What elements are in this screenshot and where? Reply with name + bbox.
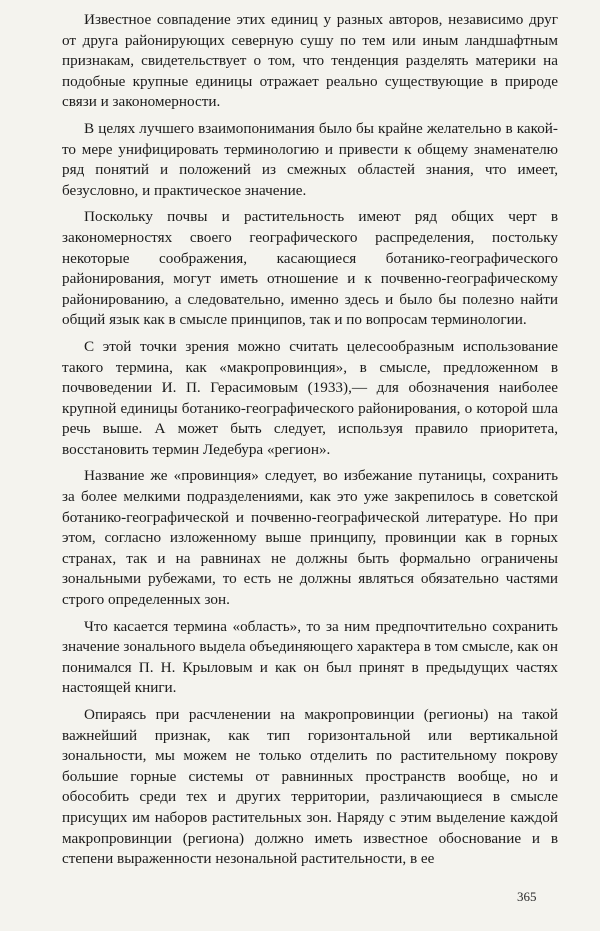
text-column <box>62 10 558 876</box>
paragraph-6: Что касается термина «область», то за ним предпочтительно сохранить значение зонального выдела объединяющего характера в том смысле, как он понимался П. Н. Крыловым и как он был принят в предыдущих частях настоящей книги. <box>62 617 558 697</box>
paragraph-1: Известное совпадение этих единиц у разных авторов, независимо друг от друга районирующих северную сушу по тем или иным ландшафтным признакам, свидетельствует о том, что тенденция разделять материки на подобные крупные единицы отражает реально существующие в природе связи и закономерности. <box>62 11 558 111</box>
paragraph-2: В целях лучшего взаимопонимания было бы крайне желательно в какой-то мере унифицировать терминологию и привести к общему знаменателю ряд понятий и положений из смежных областей знания, что имеет, безусловно, и практическое значение. <box>62 119 558 199</box>
paragraph-7: Опираясь при расчленении на макропровинции (регионы) на такой важнейший признак, как тип горизонтальной или вертикальной зональности, мы можем не только отделить по растительному покрову большие горные системы от равнинных пространств вообще, но и обособить среди тех и других территории, различающиеся в смысле присущих им наборов растительных зон. Наряду с этим выделение каждой макропровинции (региона) должно иметь известное обоснование и в степени выраженности незональной растительности, в ее <box>62 706 558 868</box>
page-number: 365 <box>517 889 537 904</box>
paragraph-4: С этой точки зрения можно считать целесообразным использование такого термина, как «макропровинция», в смысле, предложенном в почвоведении И. П. Герасимовым (1933),— для обозначения наиболее крупной единицы ботанико-географического районирования, о которой шла речь выше. А может быть следует, используя правило приоритета, восстановить термин Ледебура «регион». <box>62 337 558 458</box>
paragraph-3: Поскольку почвы и растительность имеют ряд общих черт в закономерностях своего географического распределения, постольку некоторые соображения, касающиеся ботанико-географического районирования, могут иметь отношение и к почвенно-географическому районированию, а следовательно, именно здесь и было бы полезно найти общий язык как в смысле принципов, так и по вопросам терминологии. <box>62 208 558 329</box>
paragraph-5: Название же «провинция» следует, во избежание путаницы, сохранить за более мелкими подразделениями, как это уже закрепилось в советской ботанико-географической и почвенно-географической литературе. Но при этом, согласно изложенному выше принципу, провинции как в горных странах, так и на равнинах не должны быть формально ограничены зональными рубежами, то есть не должны являться обязательно частями строго определенных зон. <box>62 467 558 609</box>
